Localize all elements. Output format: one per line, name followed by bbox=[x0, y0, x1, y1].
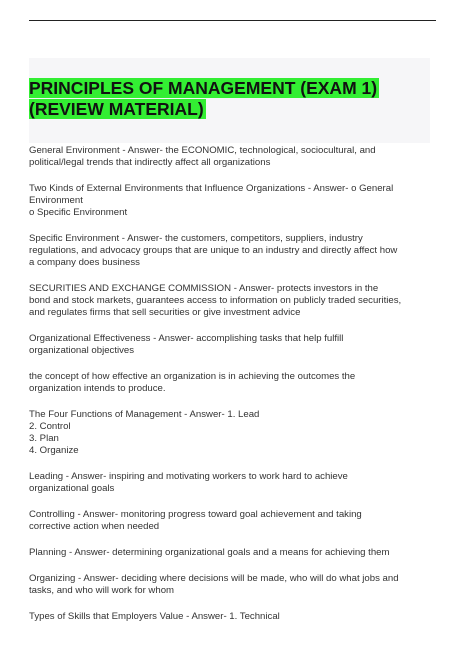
paragraph-planning: Planning - Answer- determining organizational goals and a means for achieving them bbox=[29, 547, 390, 558]
paragraph-effectiveness-concept: the concept of how effective an organization is in achieving the outcomes the organization intends to produce. bbox=[29, 371, 356, 394]
document-title bbox=[29, 78, 430, 120]
document-body bbox=[29, 145, 439, 637]
paragraph-organizing: Organizing - Answer- deciding where decisions will be made, who will do what jobs and tasks, and who will work for whom bbox=[29, 573, 399, 596]
paragraph-external-environments: Two Kinds of External Environments that Influence Organizations - Answer- o General Environment o Specific Environment bbox=[29, 183, 394, 218]
paragraph-organizational-effectiveness: Organizational Effectiveness - Answer- accomplishing tasks that help fulfill organizational objectives bbox=[29, 333, 344, 356]
highlighted-title-text: PRINCIPLES OF MANAGEMENT (EXAM 1) (REVIEW MATERIAL) bbox=[29, 78, 378, 119]
paragraph-specific-environment: Specific Environment - Answer- the customers, competitors, suppliers, industry regulations, and advocacy groups that are unique to an industry and directly affect how a company does business bbox=[29, 233, 398, 268]
paragraph-sec: SECURITIES AND EXCHANGE COMMISSION - Answer- protects investors in the bond and stock markets, guarantees access to information on publicly traded securities, and regulates firms that sell securities or give investment advice bbox=[29, 283, 402, 318]
paragraph-skills: Types of Skills that Employers Value - Answer- 1. Technical bbox=[29, 611, 280, 622]
paragraph-general-environment: General Environment - Answer- the ECONOMIC, technological, sociocultural, and political/legal trends that indirectly affect all organizations bbox=[29, 145, 376, 168]
paragraph-controlling: Controlling - Answer- monitoring progress toward goal achievement and taking corrective action when needed bbox=[29, 509, 362, 532]
top-divider bbox=[29, 20, 436, 21]
paragraph-four-functions: The Four Functions of Management - Answer- 1. Lead 2. Control 3. Plan 4. Organize bbox=[29, 409, 260, 456]
paragraph-leading: Leading - Answer- inspiring and motivating workers to work hard to achieve organizational goals bbox=[29, 471, 348, 494]
